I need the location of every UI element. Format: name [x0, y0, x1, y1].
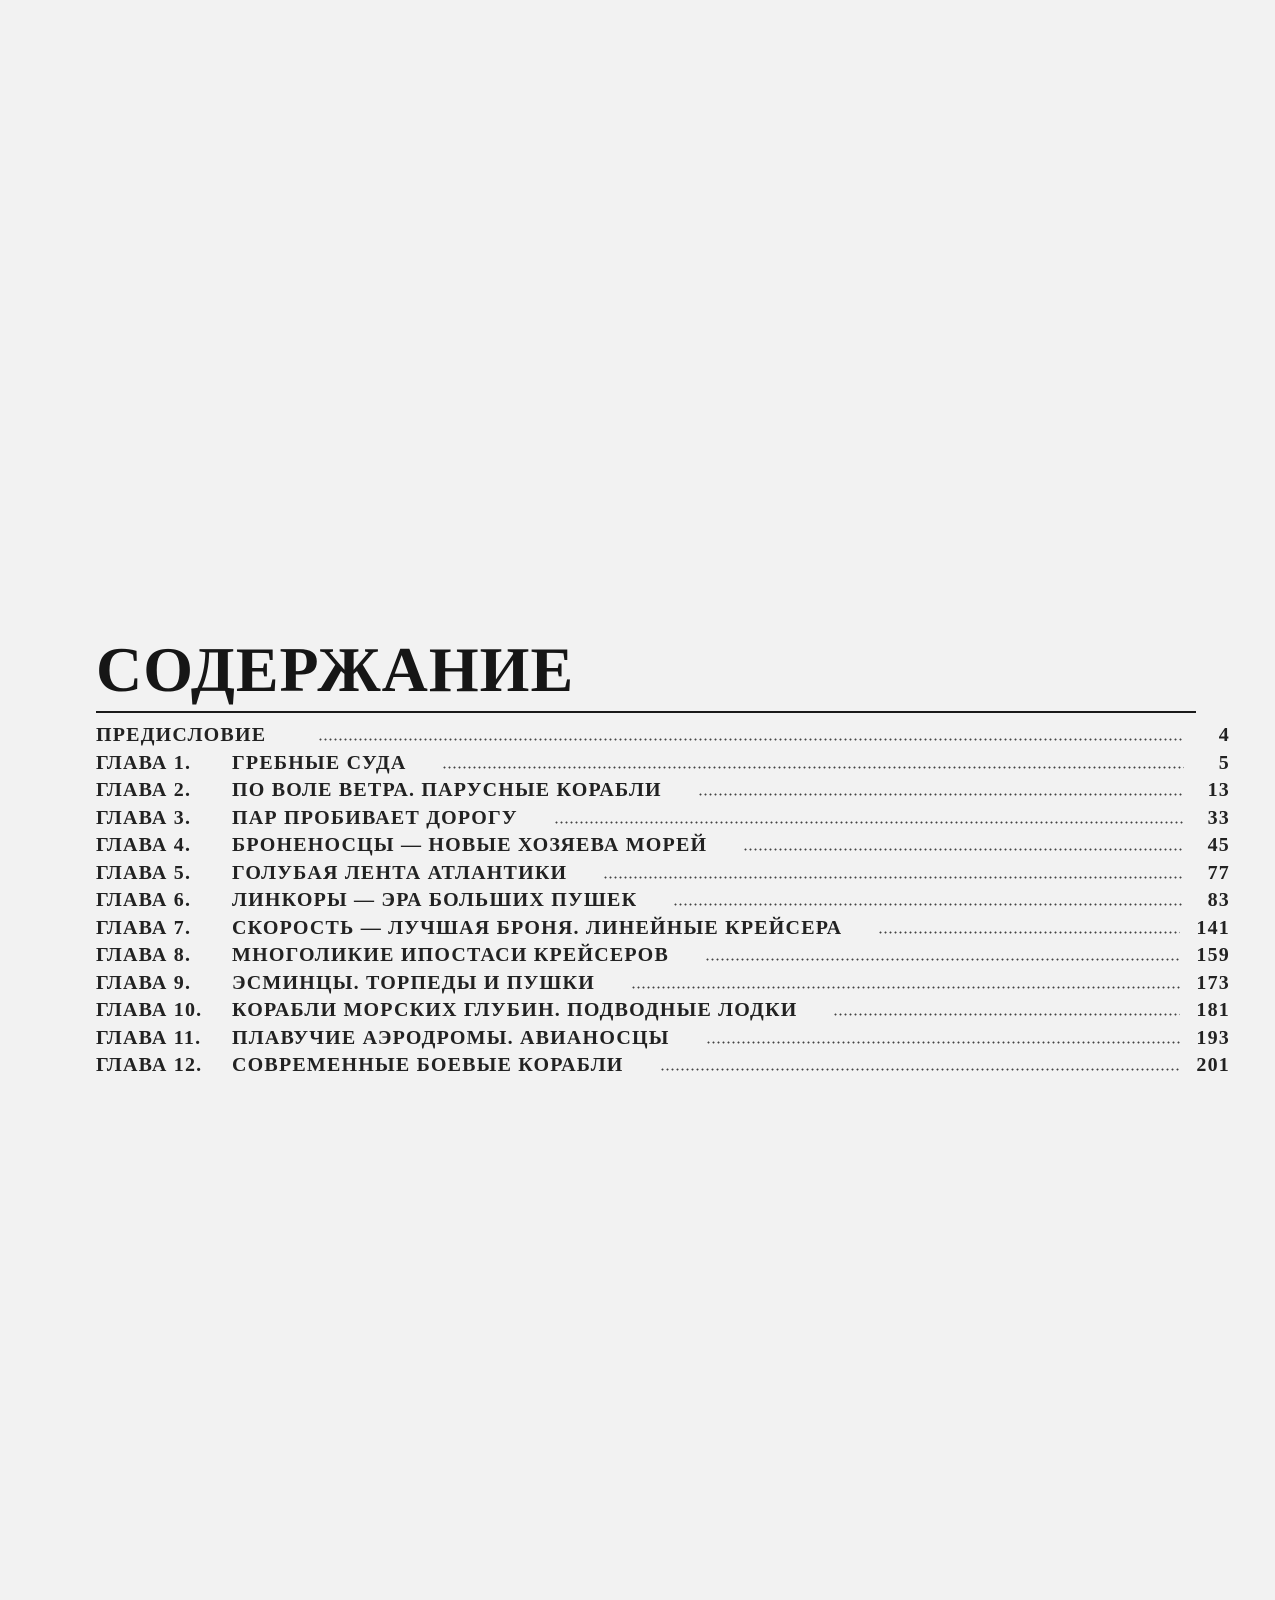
toc-entry-chapter-12[interactable]	[96, 1052, 1230, 1080]
dot-leader	[554, 819, 1184, 825]
page-number: 77	[1207, 861, 1230, 884]
chapter-title: ЭСМИНЦЫ. ТОРПЕДЫ И ПУШКИ	[232, 971, 595, 994]
page-number: 45	[1207, 834, 1230, 857]
toc-entry-chapter-3[interactable]	[96, 805, 1230, 833]
chapter-label: ГЛАВА 12.	[96, 1054, 203, 1077]
page-number: 4	[1218, 724, 1230, 747]
chapter-label: ГЛАВА 2.	[96, 779, 192, 802]
dot-leader	[705, 957, 1180, 963]
chapter-label: ГЛАВА 11.	[96, 1026, 202, 1049]
chapter-label: ГЛАВА 9.	[96, 971, 192, 994]
toc-entry-chapter-9[interactable]	[96, 970, 1230, 998]
page-number: 13	[1207, 779, 1230, 802]
toc-entry-chapter-7[interactable]	[96, 915, 1230, 943]
toc-entry-chapter-1[interactable]	[96, 750, 1230, 778]
chapter-title: СКОРОСТЬ — ЛУЧШАЯ БРОНЯ. ЛИНЕЙНЫЕ КРЕЙСЕРА	[232, 916, 843, 939]
chapter-title: ЛИНКОРЫ — ЭРА БОЛЬШИХ ПУШЕК	[232, 889, 638, 912]
page-number: 181	[1196, 999, 1230, 1022]
contents-page	[96, 634, 1230, 1077]
toc-entry-chapter-6[interactable]	[96, 887, 1230, 915]
chapter-title: ГРЕБНЫЕ СУДА	[232, 751, 407, 774]
chapter-title: КОРАБЛИ МОРСКИХ ГЛУБИН. ПОДВОДНЫЕ ЛОДКИ	[232, 999, 798, 1022]
chapter-title: ПАР ПРОБИВАЕТ ДОРОГУ	[232, 806, 518, 829]
toc-entry-chapter-8[interactable]	[96, 942, 1230, 970]
page-number: 193	[1196, 1026, 1230, 1049]
chapter-title: МНОГОЛИКИЕ ИПОСТАСИ КРЕЙСЕРОВ	[232, 944, 669, 967]
title-divider	[96, 711, 1196, 713]
dot-leader	[698, 792, 1184, 798]
toc-entry-preface[interactable]	[96, 722, 1230, 750]
toc-entry-chapter-2[interactable]	[96, 777, 1230, 805]
preface-label: ПРЕДИСЛОВИЕ	[96, 724, 267, 747]
chapter-title: ПО ВОЛЕ ВЕТРА. ПАРУСНЫЕ КОРАБЛИ	[232, 779, 662, 802]
toc-entry-chapter-11[interactable]	[96, 1025, 1230, 1053]
dot-leader	[878, 929, 1180, 935]
page-number: 201	[1196, 1054, 1230, 1077]
chapter-title: БРОНЕНОСЦЫ — НОВЫЕ ХОЗЯЕВА МОРЕЙ	[232, 834, 708, 857]
chapter-label: ГЛАВА 7.	[96, 916, 192, 939]
chapter-title: ГОЛУБАЯ ЛЕНТА АТЛАНТИКИ	[232, 861, 568, 884]
dot-leader	[631, 984, 1180, 990]
page-number: 83	[1207, 889, 1230, 912]
dot-leader	[673, 902, 1184, 908]
chapter-label: ГЛАВА 8.	[96, 944, 192, 967]
dot-leader	[743, 847, 1184, 853]
dot-leader	[603, 874, 1184, 880]
page-number: 33	[1207, 806, 1230, 829]
table-of-contents	[96, 722, 1230, 1080]
dot-leader	[442, 764, 1184, 770]
toc-entry-chapter-10[interactable]	[96, 997, 1230, 1025]
chapter-label: ГЛАВА 5.	[96, 861, 192, 884]
chapter-label: ГЛАВА 3.	[96, 806, 192, 829]
toc-entry-chapter-5[interactable]	[96, 860, 1230, 888]
toc-entry-chapter-4[interactable]	[96, 832, 1230, 860]
chapter-label: ГЛАВА 1.	[96, 751, 192, 774]
page-number: 173	[1196, 971, 1230, 994]
chapter-label: ГЛАВА 6.	[96, 889, 192, 912]
dot-leader	[706, 1039, 1181, 1045]
page-title: СОДЕРЖАНИЕ	[96, 634, 575, 705]
page-number: 159	[1196, 944, 1230, 967]
dot-leader	[660, 1067, 1181, 1073]
chapter-title: СОВРЕМЕННЫЕ БОЕВЫЕ КОРАБЛИ	[232, 1054, 624, 1077]
dot-leader	[833, 1012, 1180, 1018]
chapter-label: ГЛАВА 10.	[96, 999, 203, 1022]
dot-leader	[318, 737, 1184, 743]
page-number: 5	[1218, 751, 1230, 774]
page-number: 141	[1196, 916, 1230, 939]
chapter-title: ПЛАВУЧИЕ АЭРОДРОМЫ. АВИАНОСЦЫ	[232, 1026, 670, 1049]
chapter-label: ГЛАВА 4.	[96, 834, 192, 857]
